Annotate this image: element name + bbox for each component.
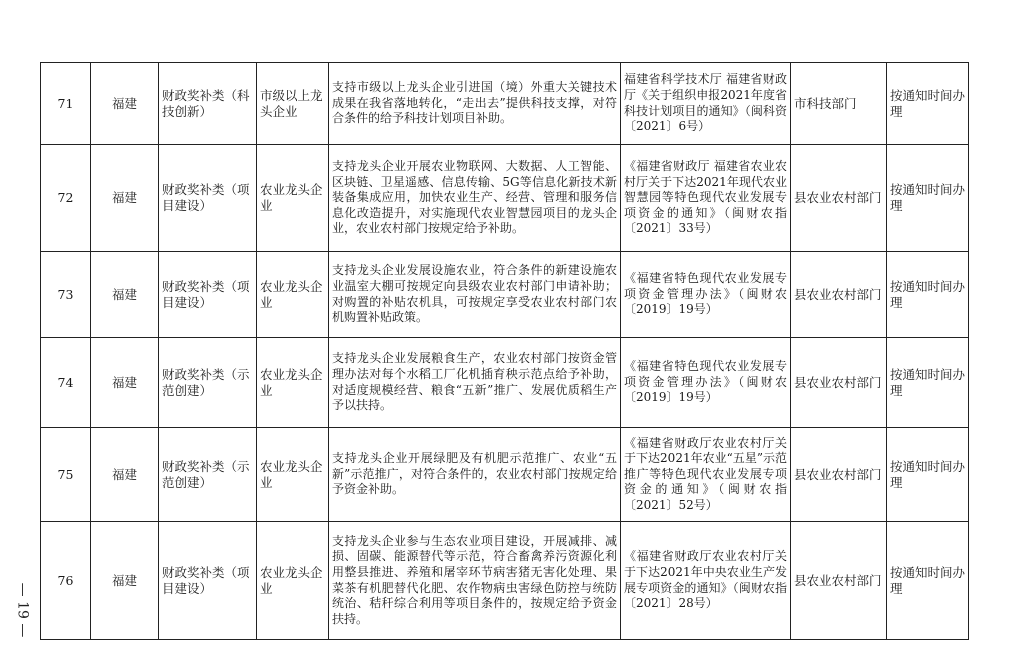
target-object-cell [257,63,329,145]
policy-table [40,62,969,640]
province-cell: 福建 [91,252,159,338]
target-object-text: 农业龙头企业 [260,182,323,213]
policy-content-cell: 支持市级以上龙头企业引进国（境）外重大关键技术成果在我省落地转化，“走出去”提供科技支撑，对符合条件的给予科技计划项目补助。 [329,63,621,145]
target-object-cell [257,338,329,428]
support-type-text: 财政奖补类（示范创建） [162,458,250,490]
policy-content-cell: 支持龙头企业发展设施农业，符合条件的新建设施农业温室大棚可按规定向县级农业农村部门申请补助；对购置的补贴农机具，可按规定享受农业农村部门农机购置补贴政策。 [329,252,621,338]
support-type-text: 财政奖补类（项目建设） [162,278,250,310]
policy-basis-cell: 《福建省特色现代农业发展专项资金管理办法》（闽财农〔2019〕19号） [621,338,791,428]
policy-basis-cell: 福建省科学技术厅 福建省财政厅《关于组织申报2021年度省科技计划项目的通知》（闽科资〔2021〕6号） [621,63,791,145]
policy-content-cell: 支持龙头企业参与生态农业项目建设，开展减排、减损、固碳、能源替代等示范，符合畜禽养污资源化利用整县推进、养殖和屠宰环节病害猪无害化处理、果菜茶有机肥替代化肥、农作物病虫害绿色防控与统防统治、秸秆综合利用等项目条件的，按规定给予资金扶持。 [329,522,621,640]
target-object-text: 市级以上龙头企业 [260,87,323,119]
support-type-cell [159,252,257,338]
department-cell: 市科技部门 [791,63,887,145]
table-row [41,428,969,522]
support-type-cell [159,338,257,428]
support-type-cell [159,63,257,145]
handling-time-cell: 按通知时间办理 [887,63,969,145]
table-row [41,252,969,338]
target-object-text: 农业龙头企业 [260,366,323,398]
row-number: 76 [41,522,91,640]
policy-content-cell: 支持龙头企业开展绿肥及有机肥示范推广、农业“五新”示范推广，对符合条件的，农业农村部门按规定给予资金补助。 [329,428,621,522]
row-number: 74 [41,338,91,428]
row-number: 73 [41,252,91,338]
table-row [41,63,969,145]
support-type-text: 财政奖补类（项目建设） [162,182,250,213]
department-cell: 县农业农村部门 [791,338,887,428]
table-row [41,522,969,640]
row-number: 72 [41,145,91,252]
province-cell: 福建 [91,428,159,522]
department-cell: 县农业农村部门 [791,252,887,338]
province-cell: 福建 [91,145,159,252]
department-cell: 县农业农村部门 [791,145,887,252]
target-object-cell [257,522,329,640]
policy-content-cell: 支持龙头企业开展农业物联网、大数据、人工智能、区块链、卫星遥感、信息传输、5G等信息化新技术新装备集成应用，加快农业生产、经营、管理和服务信息化改造提升，对实施现代农业智慧园项目的龙头企业，农业农村部门按规定给予补助。 [329,145,621,252]
target-object-text: 农业龙头企业 [260,278,323,310]
department-cell: 县农业农村部门 [791,428,887,522]
policy-content-cell: 支持龙头企业发展粮食生产，农业农村部门按资金管理办法对每个水稻工厂化机插育秧示范点给予补助，对适度规模经营、粮食“五新”推广、发展优质稻生产予以扶持。 [329,338,621,428]
handling-time-cell: 按通知时间办理 [887,522,969,640]
row-number: 75 [41,428,91,522]
support-type-cell [159,522,257,640]
support-type-text: 财政奖补类（科技创新） [162,87,250,119]
support-type-cell [159,145,257,252]
handling-time-cell: 按通知时间办理 [887,428,969,522]
support-type-text: 财政奖补类（项目建设） [162,564,250,596]
policy-basis-cell: 《福建省财政厅 福建省农业农村厅关于下达2021年现代农业智慧园等特色现代农业发展专项资金的通知》（闽财农指〔2021〕33号） [621,145,791,252]
province-cell: 福建 [91,338,159,428]
target-object-cell [257,428,329,522]
target-object-text: 农业龙头企业 [260,458,323,490]
handling-time-cell: 按通知时间办理 [887,252,969,338]
row-number: 71 [41,63,91,145]
policy-basis-cell: 《福建省财政厅农业农村厅关于下达2021年中央农业生产发展专项资金的通知》（闽财农指〔2021〕28号） [621,522,791,640]
handling-time-cell: 按通知时间办理 [887,338,969,428]
province-cell: 福建 [91,63,159,145]
table-row [41,145,969,252]
target-object-cell [257,252,329,338]
support-type-cell [159,428,257,522]
policy-basis-cell: 《福建省财政厅农业农村厅关于下达2021年农业“五星”示范推广等特色现代农业发展专项资金的通知》（闽财农指〔2021〕52号） [621,428,791,522]
province-cell: 福建 [91,522,159,640]
handling-time-cell: 按通知时间办理 [887,145,969,252]
department-cell: 县农业农村部门 [791,522,887,640]
table-row [41,338,969,428]
page-number [6,575,38,645]
target-object-cell [257,145,329,252]
policy-basis-cell: 《福建省特色现代农业发展专项资金管理办法》（闽财农〔2019〕19号） [621,252,791,338]
support-type-text: 财政奖补类（示范创建） [162,366,250,398]
target-object-text: 农业龙头企业 [260,564,323,596]
page-number-text: — 19 — [14,582,30,638]
